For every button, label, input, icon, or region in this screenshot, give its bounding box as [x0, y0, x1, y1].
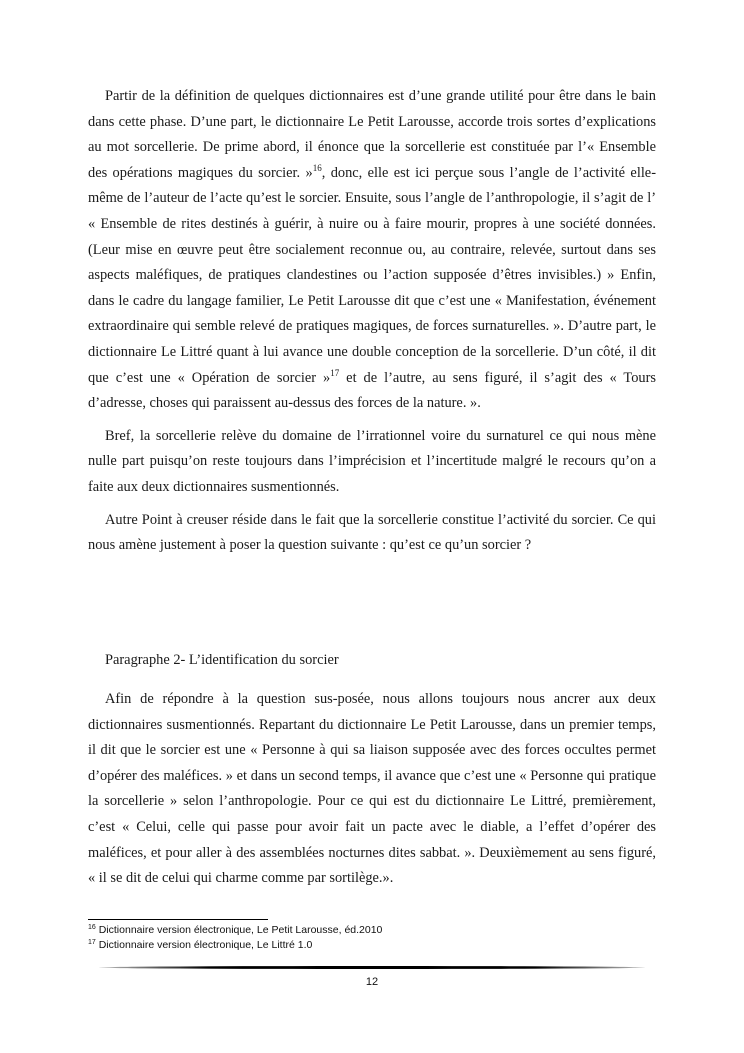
footnote-text: Dictionnaire version électronique, Le Petit Larousse, éd.2010	[98, 924, 383, 936]
paragraph-text: et de l’autre, au sens figuré, il s’agit des « Tours d’adresse, choses qui paraissent au-dessus des forces de la nature. ».	[88, 369, 656, 412]
paragraph-text: Partir de la définition de quelques dictionnaires est d’une grande utilité pour être dans le bain dans cette phase. D’une part, le dictionnaire Le Petit Larousse, accorde trois sortes d’explications au mot sorcellerie. De prime abord, il énonce que la sorcellerie est constituée par l’« Ensemble des opérations magiques du sorcier. »	[88, 88, 656, 181]
footnote-number: 16	[88, 924, 96, 931]
section-heading: Paragraphe 2- L’identification du sorcier	[105, 652, 339, 668]
body-paragraph-1	[88, 84, 656, 417]
footnote-ref-17[interactable]: 17	[330, 367, 340, 378]
section-2	[88, 687, 656, 892]
body-paragraph-2: Bref, la sorcellerie relève du domaine de l’irrationnel voire du surnaturel ce qui nous mène nulle part puisqu’on reste toujours dans l’imprécision et l’incertitude malgré le recours qu’on a faite aux deux dictionnaires susmentionnés.	[88, 427, 656, 495]
footer-rule	[99, 966, 645, 969]
footnotes	[88, 923, 382, 953]
body-paragraph-4: Afin de répondre à la question sus-posée, nous allons toujours nous ancrer aux deux dictionnaires susmentionnés. Repartant du dictionnaire Le Petit Larousse, dans un premier temps, il dit que le sorcier est une « Personne à qui sa liaison supposée avec des forces occultes permet d’opérer des maléfices. » et dans un second temps, il avance que c’est une « Personne qui pratique la sorcellerie » selon l’anthropologie. Pour ce qui est du dictionnaire Le Littré, premièrement, c’est « Celui, celle qui passe pour avoir fait un pacte avec le diable, a l’effet d’opérer des maléfices, et pour aller à des assemblées nocturnes dites sabbat. ». Deuxièmement au sens figuré, « il se dit de celui qui charme comme par sortilège.».	[88, 691, 656, 887]
section-1	[88, 84, 656, 559]
footnote-16	[88, 923, 382, 938]
footnote-ref-16[interactable]: 16	[312, 162, 322, 173]
body-paragraph-3: Autre Point à creuser réside dans le fait que la sorcellerie constitue l’activité du sorcier. Ce qui nous amène justement à poser la question suivante : qu’est ce qu’un sorcier ?	[88, 511, 656, 554]
footnote-separator	[88, 919, 268, 920]
footnote-text: Dictionnaire version électronique, Le Littré 1.0	[98, 939, 313, 951]
page-number: 12	[365, 976, 379, 988]
footnote-17	[88, 938, 382, 953]
paragraph-text: , donc, elle est ici perçue sous l’angle de l’activité elle-même de l’auteur de l’acte qu’est le sorcier. Ensuite, sous l’angle de l’anthropologie, il s’agit de l’ « Ensemble de rites destinés à guérir, à nuire ou à faire mourir, propres à une société données. (Leur mise en œuvre peut être socialement reconnue ou, au contraire, relevée, surtout dans ses aspects maléfiques, de pratiques clandestines ou l’action supposée d’êtres invisibles.) » Enfin, dans le cadre du langage familier, Le Petit Larousse dit que c’est une « Manifestation, événement extraordinaire qui semble relevé de pratiques magiques, de forces surnaturelles. ». D’autre part, le dictionnaire Le Littré quant à lui avance une double conception de la sorcellerie. D’un côté, il dit que c’est une « Opération de sorcier »	[88, 164, 656, 386]
footnote-number: 17	[88, 939, 96, 946]
